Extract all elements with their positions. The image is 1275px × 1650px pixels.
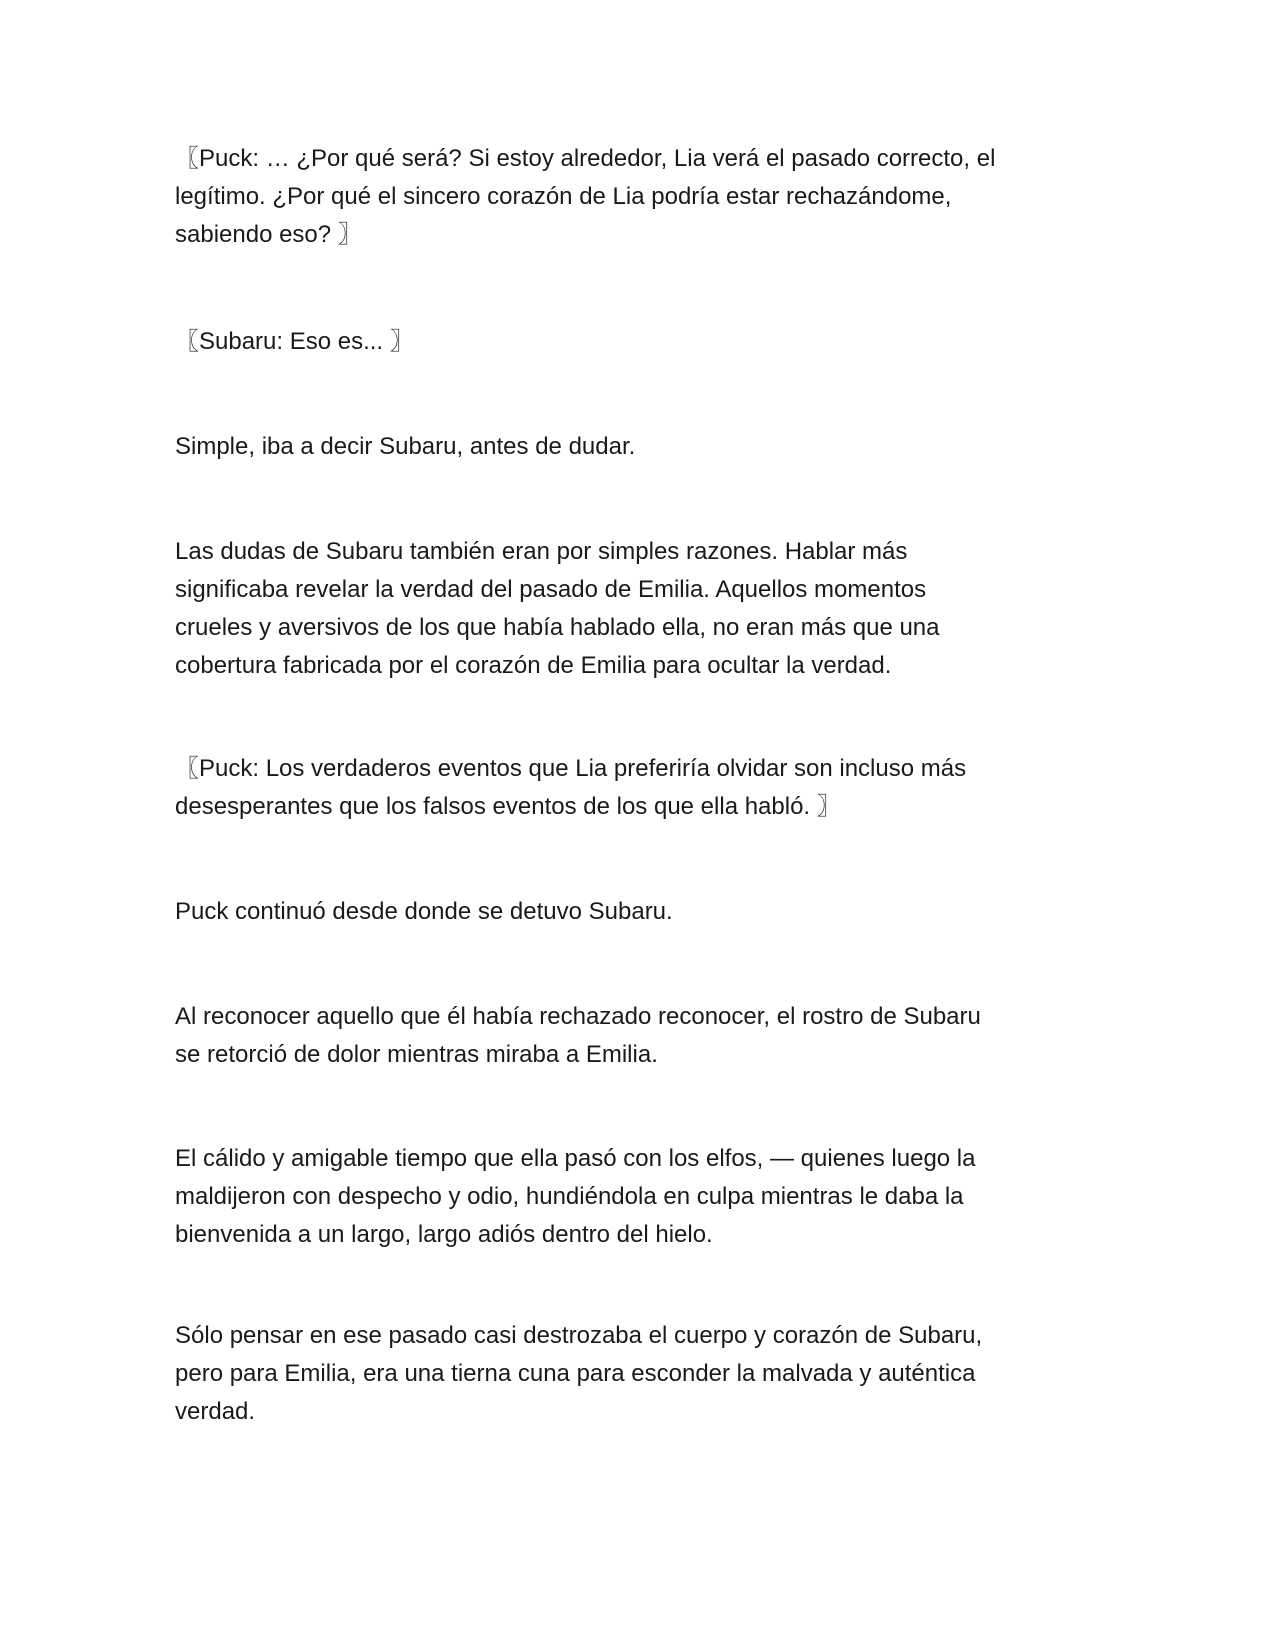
paragraph-narration-elves (175, 1140, 1075, 1254)
text-line: cobertura fabricada por el corazón de Emilia para ocultar la verdad. (175, 652, 892, 679)
text-line: bienvenida a un largo, largo adiós dentro del hielo. (175, 1221, 713, 1248)
paragraph-subaru-reply (175, 323, 1075, 361)
text-line: 〖Puck: … ¿Por qué será? Si estoy alrededor, Lia verá el pasado correcto, el (175, 145, 996, 172)
text-line: se retorció de dolor mientras miraba a Emilia. (175, 1041, 658, 1068)
paragraph-puck-question (175, 140, 1075, 254)
text-line: 〖Subaru: Eso es... 〗 (175, 328, 414, 355)
paragraph-narration-cradle (175, 1317, 1075, 1431)
text-line: Al reconocer aquello que él había rechazado reconocer, el rostro de Subaru (175, 1003, 981, 1030)
text-line: Las dudas de Subaru también eran por simples razones. Hablar más (175, 538, 908, 565)
text-line: legítimo. ¿Por qué el sincero corazón de Lia podría estar rechazándome, (175, 183, 952, 210)
text-line: 〖Puck: Los verdaderos eventos que Lia preferiría olvidar son incluso más (175, 755, 967, 782)
text-line: maldijeron con despecho y odio, hundiéndola en culpa mientras le daba la (175, 1183, 964, 1210)
paragraph-narration-continued (175, 893, 1075, 931)
paragraph-puck-events (175, 750, 1075, 826)
text-line: Puck continuó desde donde se detuvo Subaru. (175, 898, 673, 925)
paragraph-narration-doubts (175, 533, 1075, 685)
text-line: El cálido y amigable tiempo que ella pasó con los elfos, — quienes luego la (175, 1145, 976, 1172)
text-line: Sólo pensar en ese pasado casi destrozaba el cuerpo y corazón de Subaru, (175, 1322, 983, 1349)
text-line: crueles y aversivos de los que había hablado ella, no eran más que una (175, 614, 940, 641)
text-line: Simple, iba a decir Subaru, antes de dudar. (175, 433, 636, 460)
text-line: sabiendo eso? 〗 (175, 221, 362, 248)
text-line: desesperantes que los falsos eventos de los que ella habló. 〗 (175, 793, 841, 820)
text-line: verdad. (175, 1398, 256, 1425)
paragraph-narration-simple (175, 428, 1075, 466)
text-line: pero para Emilia, era una tierna cuna para esconder la malvada y auténtica (175, 1360, 976, 1387)
text-line: significaba revelar la verdad del pasado de Emilia. Aquellos momentos (175, 576, 927, 603)
paragraph-narration-recognize (175, 998, 1075, 1074)
